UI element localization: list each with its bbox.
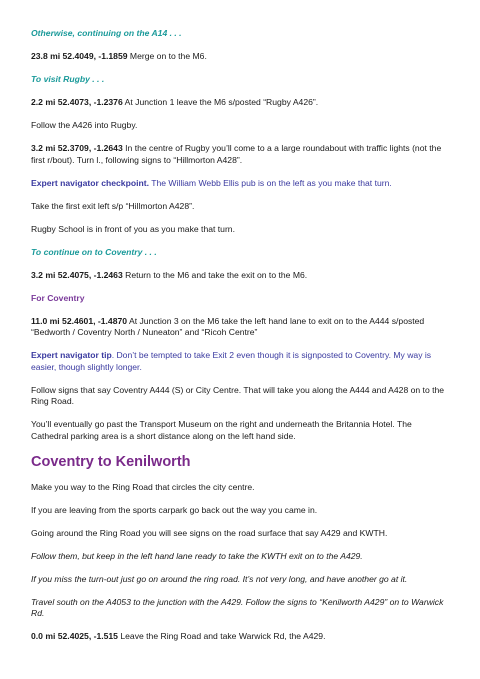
step-coordinates: 0.0 mi 52.4025, -1.515 (31, 631, 118, 641)
route-note: You’ll eventually go past the Transport Museum on the right and underneath the Britannia Hotel. The Cathedral parking area is a short distance along on the left hand side. (31, 419, 412, 441)
route-note: Going around the Ring Road you will see signs on the road surface that say A429 and KWTH. (31, 527, 388, 538)
expert-navigator-tip (31, 350, 451, 373)
section-subheading: To continue on to Coventry . . . (31, 246, 157, 257)
route-step (31, 631, 451, 643)
section-subheading: Otherwise, continuing on the A14 . . . (31, 28, 182, 38)
step-instruction: Leave the Ring Road and take Warwick Rd, the A429. (117, 631, 326, 641)
step-instruction: At Junction 1 leave the M6 s/posted “Rugby A426”. (122, 97, 319, 107)
route-note: Make you way to the Ring Road that circles the city centre. (31, 481, 255, 492)
route-step (31, 97, 451, 109)
step-instruction: Return to the M6 and take the exit on to the M6. (122, 269, 308, 280)
route-note: Take the first exit left s/p “Hillmorton A428”. (31, 200, 195, 211)
step-coordinates: 11.0 mi 52.4601, -1.4870 (31, 315, 128, 326)
italic-note: Travel south on the A4053 to the junction with the A429. Follow the signs to “Kenilworth A429” on to Warwick Rd. (31, 596, 444, 618)
route-step (31, 270, 451, 282)
checkpoint-label: Expert navigator checkpoint. (31, 177, 149, 188)
route-note: Follow signs that say Coventry A444 (S) or City Centre. That will take you along the A444 and A428 on to the Ring Road. (31, 384, 445, 406)
route-step (31, 51, 451, 63)
checkpoint-text: The William Webb Ellis pub is on the left as you make that turn. (148, 177, 392, 188)
step-instruction: In the centre of Rugby you’ll come to a a large roundabout with traffic lights (not the first r/bout). Turn l., following signs to “Hillmorton A428”. (31, 143, 442, 165)
step-coordinates: 23.8 mi 52.4049, -1.1859 (31, 51, 128, 61)
italic-note: If you miss the turn-out just go on around the ring road. It’s not very long, and have another go at it. (31, 573, 408, 584)
route-step (31, 316, 451, 339)
section-heading-small: For Coventry (31, 292, 85, 303)
route-note: If you are leaving from the sports carpark go back out the way you came in. (31, 504, 318, 515)
section-heading: Coventry to Kenilworth (31, 453, 191, 470)
route-step (31, 143, 451, 166)
tip-text: . Don’t be tempted to take Exit 2 even though it is signposted to Coventry. My way is easier, though slightly longer. (31, 350, 432, 372)
document-page (31, 28, 451, 654)
step-coordinates: 3.2 mi 52.3709, -1.2643 (31, 143, 123, 153)
step-coordinates: 2.2 mi 52.4073, -1.2376 (31, 97, 123, 107)
route-note: Follow the A426 into Rugby. (31, 120, 138, 130)
section-subheading: To visit Rugby . . . (31, 74, 105, 84)
italic-note: Follow them, but keep in the left hand lane ready to take the KWTH exit on to the A429. (31, 550, 363, 561)
step-coordinates: 3.2 mi 52.4075, -1.2463 (31, 269, 123, 280)
step-instruction: At Junction 3 on the M6 take the left hand lane to exit on to the A444 s/posted “Bedworth / Coventry North / Nuneaton” and “Ricoh Centre” (31, 315, 425, 337)
step-instruction: Merge on to the M6. (127, 51, 207, 61)
tip-label: Expert navigator tip (31, 350, 112, 360)
expert-navigator-checkpoint (31, 178, 451, 190)
route-note: Rugby School is in front of you as you make that turn. (31, 223, 235, 234)
